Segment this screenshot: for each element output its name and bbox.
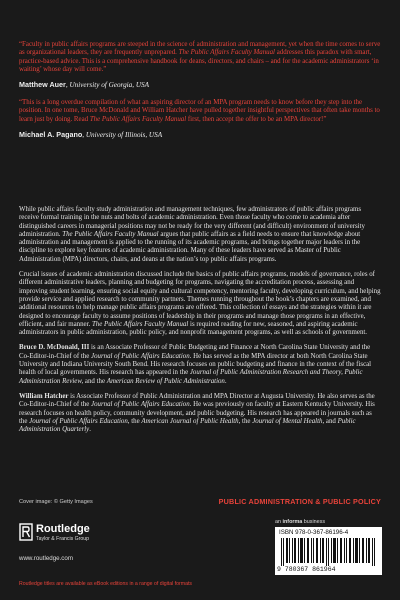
informa-tagline: an informa business: [275, 519, 326, 525]
ebook-note: Routledge titles are available as eBook editions in a range of digital formats: [19, 581, 193, 587]
endorsement-attribution: Matthew Auer, University of Georgia, USA: [19, 80, 150, 90]
book-description: [19, 206, 381, 441]
isbn-barcode: [275, 527, 382, 575]
barcode-icon: [281, 538, 375, 566]
endorsement-quote: “This is a long overdue compilation of what an aspiring director of an MPA program needs to know before they step into the position. In one tome, Bruce McDonald and William Hatcher have pulled together insightful perspectives that often take months to learn just by doing. Read The Public Affairs Faculty Manual first, then accept the offer to be an MPA director!”: [19, 99, 380, 123]
barcode-digits: 9 780367 861964: [277, 566, 336, 573]
cover-image-credit: Cover image: © Getty Images: [19, 499, 93, 505]
publisher-logo: [19, 521, 129, 551]
routledge-logo-icon: [19, 523, 33, 541]
endorsement-quote: “Faculty in public affairs programs are steeped in the science of administration and management, yet when the time comes to serve as organizational leaders, they are frequently unprepared. The Public Affairs Faculty Manual addresses this paradox with smart, practice-based advice. This is a comprehensive handbook for deans, directors, and chairs – and for the academic administrators ‘in waiting’ whose day will come.”: [19, 41, 381, 73]
endorsement-attribution: Michael A. Pagano, University of Illinois, USA: [19, 130, 163, 140]
publisher-website: www.routledge.com: [19, 555, 73, 562]
isbn-number: ISBN 978-0-367-86196-4: [279, 529, 349, 536]
author-bio: Bruce D. McDonald, III is an Associate Professor of Public Budgeting and Finance at North Carolina State University and the Co-Editor-in-Chief of the Journal of Public Affairs Education. He has served as the MPA director at both North Carolina State University and Indiana University South Bend. His research focuses on public budgeting and finance in the context of the fiscal health of local governments. His research has appeared in the Journal of Public Administration Research and Theory, Public Administration Review, and the American Review of Public Administration.: [19, 344, 372, 385]
endorsements: [19, 41, 381, 149]
author-bio: William Hatcher is Associate Professor of Public Administration and MPA Director at Augusta University. He also serves as the Co-Editor-in-Chief of the Journal of Public Affairs Education. He was previously on faculty at Eastern Kentucky University. His research focuses on health policy, community development, and public budgeting. His research has appeared in journals such as the Journal of Public Affairs Education, the American Journal of Public Health, the Journal of Mental Health, and Public Administration Quarterly.: [19, 392, 375, 434]
publisher-name: Routledge: [36, 523, 90, 535]
publisher-group: Taylor & Francis Group: [36, 536, 90, 542]
series-label: PUBLIC ADMINISTRATION & PUBLIC POLICY: [218, 497, 381, 506]
description-paragraph: While public affairs faculty study administration and management techniques, few administrators of public affairs programs receive formal training in the nuts and bolts of academic administration. Even those faculty who come to academia after distinguished careers in managerial positions may not be ready for the very different (and difficult) environment of university administration. The Public Affairs Faculty Manual argues that public affairs as a field needs to ensure that knowledge about administration and management is applied to the running of its academic programs, and brings together major leaders in the discipline to explore key features of academic administration. Many of these leaders have served as Master of Public Administration (MPA) directors, chairs, and deans at the nation’s top public affairs programs.: [19, 206, 365, 263]
description-paragraph: Crucial issues of academic administration discussed include the basics of public affairs programs, models of governance, roles of different administrative leaders, planning and budgeting for programs, navigating the accreditation process, assessing and improving student learning, ensuring social equity and cultural competency, mentoring faculty, developing curriculum, and helping provide service and applied research to community partners. Themes running throughout the book’s chapters are examined, and additional resources to help manage public affairs programs are offered. This collection of essays and the strategies within it are designed to encourage faculty to assume positions of leadership in their programs and manage those programs in an effective, efficient, and fair manner. The Public Affairs Faculty Manual is required reading for new, seasoned, and aspiring academic administrators in public administration, public policy, and nonprofit management programs, as well as schools of government.: [19, 271, 381, 337]
